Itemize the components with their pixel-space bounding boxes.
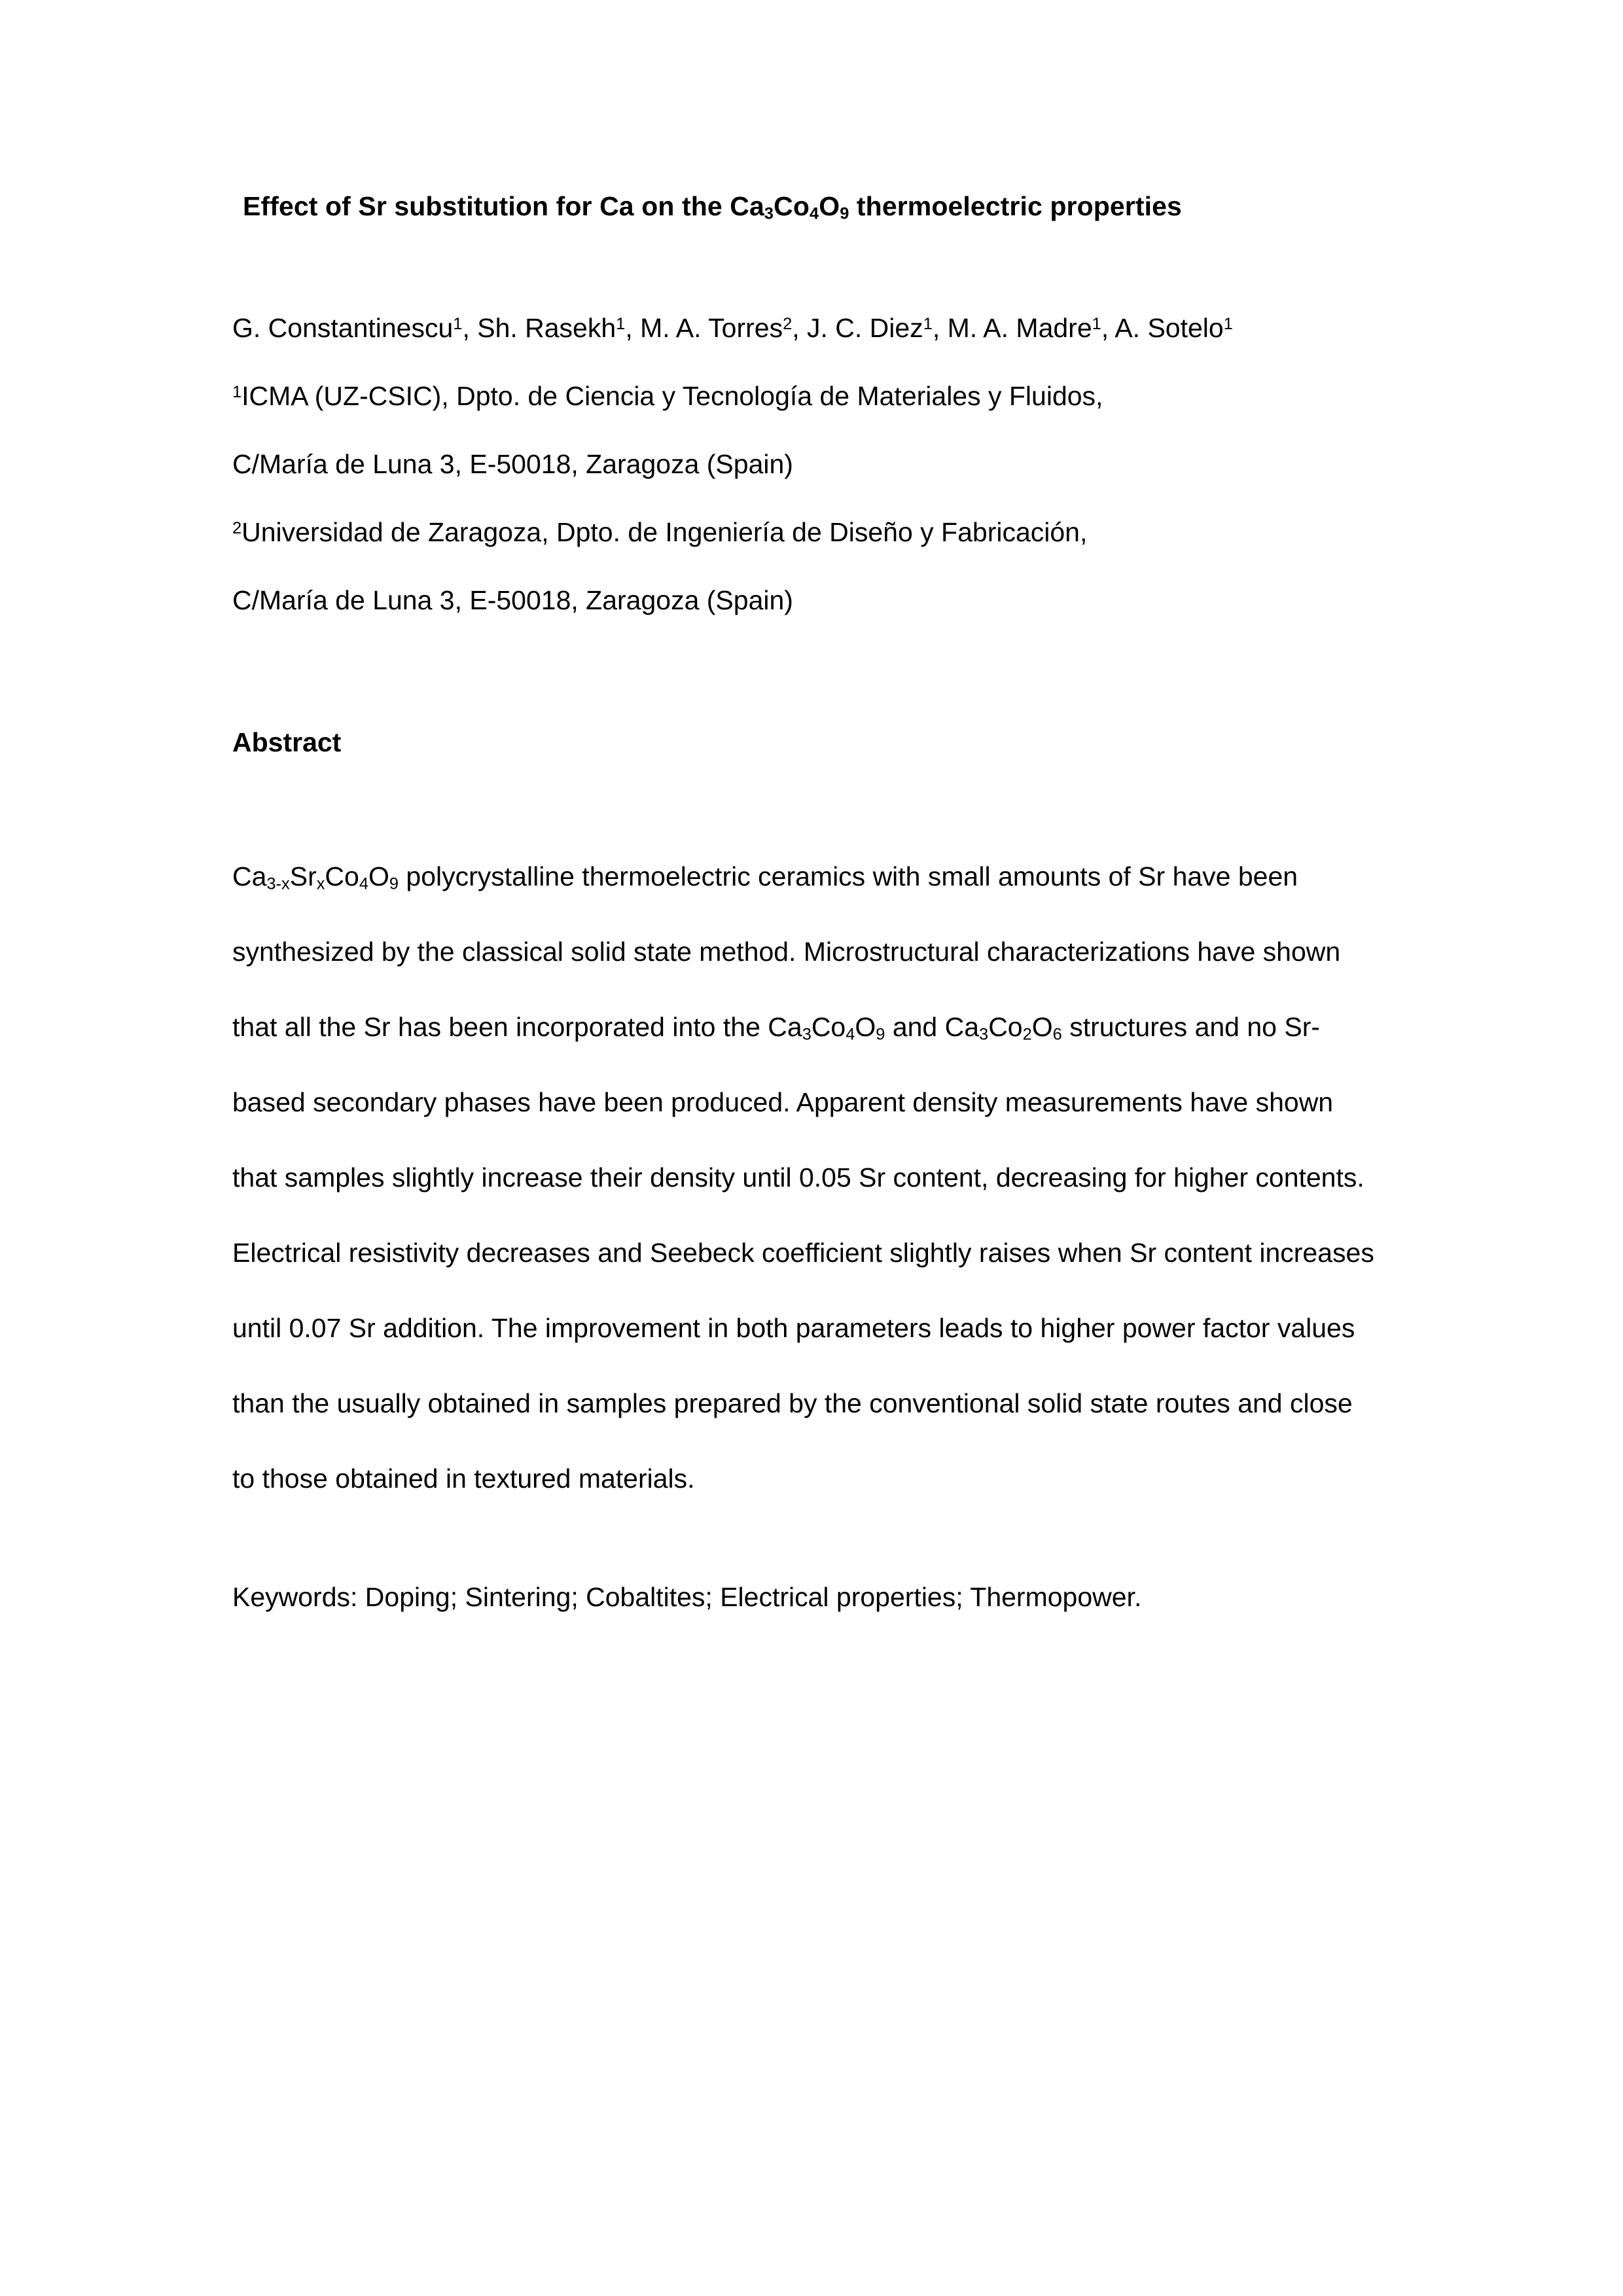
subscript: 9 [389, 874, 399, 893]
affiliation-1-line-2: C/María de Luna 3, E-50018, Zaragoza (Spain) [232, 449, 793, 480]
superscript: 1 [453, 315, 463, 334]
subscript: 4 [846, 1025, 855, 1044]
affiliation-2-line-2: C/María de Luna 3, E-50018, Zaragoza (Spain) [232, 585, 793, 616]
page-content [232, 0, 1384, 1635]
subscript: 2 [1022, 1025, 1032, 1044]
keywords-line: Keywords: Doping; Sintering; Cobaltites; Electrical properties; Thermopower. [232, 1582, 1142, 1613]
page-title: Effect of Sr substitution for Ca on the $Ca_3Co_4O_9$ thermoelectric properties [243, 191, 1182, 223]
abstract-heading: Abstract [232, 727, 342, 758]
affiliation-1-marker: 1 [232, 383, 242, 402]
subscript: 6 [1052, 1025, 1062, 1044]
subscript: 3 [764, 204, 774, 223]
superscript: 1 [616, 315, 626, 334]
subscript: 4 [809, 204, 819, 223]
author-list: G. Constantinescu$^1$, Sh. Rasekh$^1$, M. A. Torres$^2$, J. C. Diez$^1$, M. A. Madre$^1$, A. Sotelo$^1$ [232, 313, 1233, 344]
subscript: 3-x [266, 874, 290, 893]
affiliation-2-marker: 2 [232, 519, 242, 538]
subscript: x [316, 874, 325, 893]
subscript: 4 [359, 874, 368, 893]
affiliation-list [232, 362, 1384, 634]
affiliation-1-line-1 [232, 362, 1384, 430]
subscript: 9 [876, 1025, 885, 1044]
affiliation-2-line-1 [232, 498, 1384, 566]
superscript: 1 [923, 315, 933, 334]
affiliation-2 [232, 498, 1384, 634]
abstract-body: $Ca_{3-x}Sr_xCo_4O_9$ polycrystalline thermoelectric ceramics with small amounts of Sr have been synthesized by the classical solid state method. Microstructural characterizations have shown that all the Sr has been incorporated into the $Ca_3Co_4O_9$ and $Ca_3Co_2O_6$ structures and no Sr-based secondary phases have been produced. Apparent density measurements have shown that samples slightly increase their density until 0.05 Sr content, decreasing for higher contents. Electrical resistivity decreases and Seebeck coefficient slightly raises when Sr content increases until 0.07 Sr addition. The improvement in both parameters leads to higher power factor values than the usually obtained in samples prepared by the conventional solid state routes and close to those obtained in textured materials. [232, 861, 1374, 1494]
superscript: 1 [1223, 315, 1233, 334]
subscript: 3 [802, 1025, 812, 1044]
subscript: 3 [979, 1025, 989, 1044]
superscript: 2 [783, 315, 793, 334]
affiliation-2-text-1: Universidad de Zaragoza, Dpto. de Ingeniería de Diseño y Fabricación, [241, 517, 1088, 548]
affiliation-1-text-1: ICMA (UZ-CSIC), Dpto. de Ciencia y Tecnología de Materiales y Fluidos, [241, 381, 1103, 412]
affiliation-1 [232, 362, 1384, 498]
superscript: 1 [1092, 315, 1101, 334]
subscript: 9 [840, 204, 849, 223]
